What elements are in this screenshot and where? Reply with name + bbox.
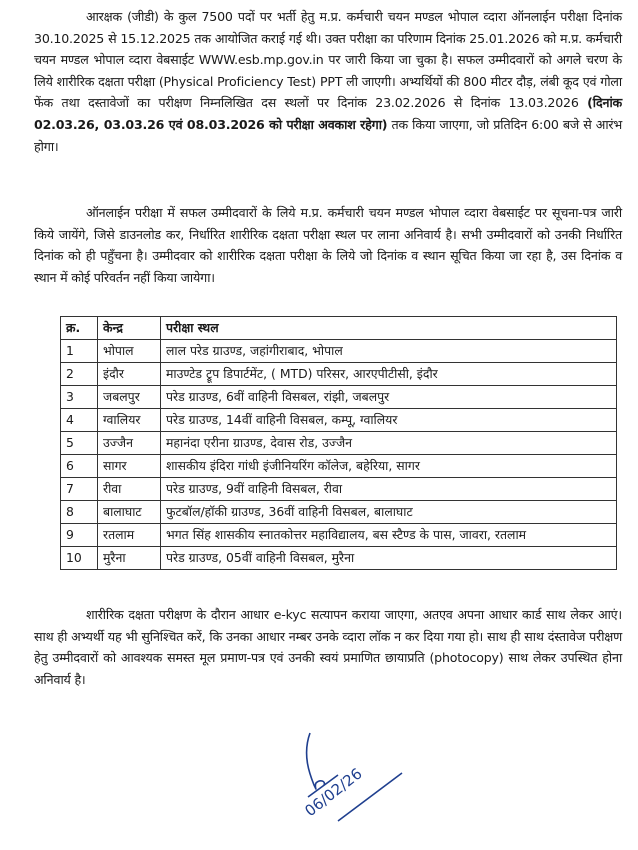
cell-venue: लाल परेड ग्राउण्ड, जहांगीराबाद, भोपाल	[161, 340, 617, 363]
header-venue: परीक्षा स्थल	[161, 317, 617, 340]
cell-serial: 7	[61, 478, 98, 501]
table-row	[61, 478, 617, 501]
cell-center: उज्जैन	[98, 432, 161, 455]
table-row	[61, 547, 617, 570]
cell-serial: 4	[61, 409, 98, 432]
cell-center: इंदौर	[98, 363, 161, 386]
aadhaar-text: शारीरिक दक्षता परीक्षण के दौरान आधार e-kyc सत्यापन कराया जाएगा, अतएव अपना आधार कार्ड साथ लेकर आएं। साथ ही अभ्यर्थी यह भी सुनिश्चित करें, कि उनका आधार नम्बर उनके व्दारा लॉक न कर दिया गया हो। साथ ही साथ दंस्तावेज परीक्षण हेतु उम्मीदवारों को आवश्यक समस्त मूल प्रमाण-पत्र एवं उनकी स्वयं प्रमाणित छायाप्रति (photocopy) साथ लेकर उपस्थित होना अनिवार्य है।	[34, 607, 622, 687]
cell-serial: 1	[61, 340, 98, 363]
cell-center: बालाघाट	[98, 501, 161, 524]
cell-venue: फुटबॉल/हॉकी ग्राउण्ड, 36वीं वाहिनी विसबल, बालाघाट	[161, 501, 617, 524]
cell-serial: 3	[61, 386, 98, 409]
cell-venue: परेड ग्राउण्ड, 9वीं वाहिनी विसबल, रीवा	[161, 478, 617, 501]
cell-venue: माउण्टेड ट्रूप डिपार्टमेंट, ( MTD) परिसर, आरएपीटीसी, इंदौर	[161, 363, 617, 386]
intro-text: आरक्षक (जीडी) के कुल 7500 पदों पर भर्ती हेतु म.प्र. कर्मचारी चयन मण्डल भोपाल व्दारा ऑनलाईन परीक्षा दिनांक 30.10.2025 से 15.12.2025 तक आयोजित कराई गई थी। उक्त परीक्षा का परिणाम दिनांक 25.01.2026 को म.प्र. कर्मचारी चयन मण्डल भोपाल व्दारा वेबसाईट WWW.esb.mp.gov.in पर जारी किया जा चुका है। सफल उम्मीदवारों को अगले चरण के लिये शारीरिक दक्षता परीक्षा (Physical Proficiency Test) PPT ली जाएगी। अभ्यर्थियों की 800 मीटर दौड़, लंबी कूद एवं गोला फेंक तथा दस्तावेजों का परीक्षण निम्नलिखित दस स्थलों पर दिनांक 23.02.2026 से दिनांक 13.03.2026	[34, 9, 622, 111]
table-row	[61, 340, 617, 363]
cell-venue: परेड ग्राउण्ड, 14वीं वाहिनी विसबल, कम्पू, ग्वालियर	[161, 409, 617, 432]
cell-serial: 10	[61, 547, 98, 570]
notice-paragraph	[34, 202, 622, 288]
cell-serial: 8	[61, 501, 98, 524]
cell-center: रतलाम	[98, 524, 161, 547]
table-row	[61, 409, 617, 432]
cell-center: जबलपुर	[98, 386, 161, 409]
table-row	[61, 501, 617, 524]
cell-serial: 6	[61, 455, 98, 478]
notice-text: ऑनलाईन परीक्षा में सफल उम्मीदवारों के लिये म.प्र. कर्मचारी चयन मण्डल भोपाल व्दारा वेबसाईट पर सूचना-पत्र जारी किये जायेंगे, जिसे डाउनलोड कर, निर्धारित शारीरिक दक्षता परीक्षा स्थल पर लाना अनिवार्य है। सभी उम्मीदवारों को उनकी निर्धारित दिनांक को ही पहुँचना है। उम्मीदवार को शारीरिक दक्षता परीक्षा के लिये जो दिनांक व स्थान सूचित किया जा रहा है, उस दिनांक व स्थान में कोई परिवर्तन नहीं किया जायेगा।	[34, 205, 622, 285]
cell-serial: 5	[61, 432, 98, 455]
cell-center: मुरैना	[98, 547, 161, 570]
table-row	[61, 363, 617, 386]
signature	[280, 725, 420, 845]
table-row	[61, 432, 617, 455]
cell-center: सागर	[98, 455, 161, 478]
cell-venue: शासकीय इंदिरा गांधी इंजीनियरिंग कॉलेज, बहेरिया, सागर	[161, 455, 617, 478]
intro-text-end: तक किया जाएगा, जो प्रतिदिन 6:00 बजे से आरंभ होगा।	[34, 116, 622, 154]
cell-center: भोपाल	[98, 340, 161, 363]
table-row	[61, 386, 617, 409]
aadhaar-paragraph	[34, 604, 622, 690]
signature-stroke	[307, 733, 325, 789]
cell-center: रीवा	[98, 478, 161, 501]
header-serial: क्र.	[61, 317, 98, 340]
cell-serial: 9	[61, 524, 98, 547]
table-row	[61, 455, 617, 478]
cell-venue: परेड ग्राउण्ड, 6वीं वाहिनी विसबल, रांझी, जबलपुर	[161, 386, 617, 409]
cell-venue: भगत सिंह शासकीय स्नातकोत्तर महाविद्यालय, बस स्टैण्ड के पास, जावरा, रतलाम	[161, 524, 617, 547]
cell-venue: महानंदा एरीना ग्राउण्ड, देवास रोड, उज्जैन	[161, 432, 617, 455]
cell-serial: 2	[61, 363, 98, 386]
cell-center: ग्वालियर	[98, 409, 161, 432]
signature-date: 06/02/26	[301, 764, 366, 821]
holiday-notice: (दिनांक 02.03.26, 03.03.26 एवं 08.03.2026 को परीक्षा अवकाश रहेगा)	[34, 95, 622, 132]
table-body	[61, 340, 617, 570]
table-header-row	[61, 317, 617, 340]
header-center: केन्द्र	[98, 317, 161, 340]
table-row	[61, 524, 617, 547]
cell-venue: परेड ग्राउण्ड, 05वीं वाहिनी विसबल, मुरैना	[161, 547, 617, 570]
exam-centers-table	[60, 316, 617, 570]
intro-paragraph	[34, 6, 622, 157]
